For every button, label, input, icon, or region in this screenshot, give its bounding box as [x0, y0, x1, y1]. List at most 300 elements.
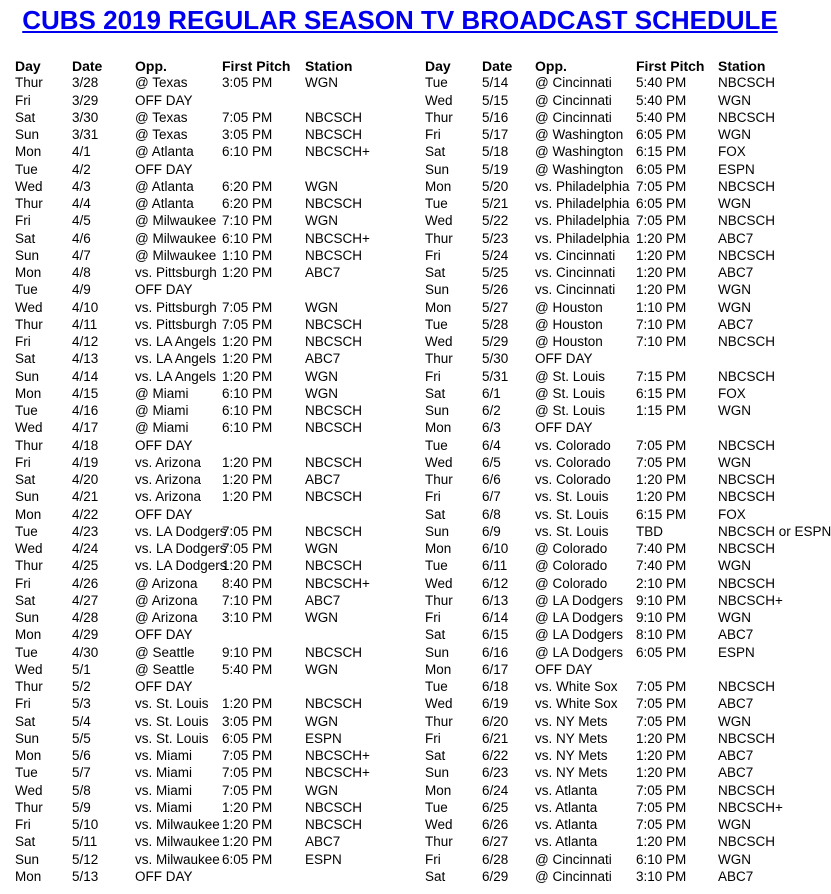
cell-date: 5/12	[72, 851, 99, 867]
cell-opp: @ Milwaukee	[135, 213, 217, 229]
cell-day: Wed	[15, 541, 43, 557]
cell-date: 5/29	[482, 334, 509, 350]
cell-day: Sun	[425, 644, 450, 660]
cell-opp: @ Arizona	[135, 610, 198, 626]
cell-date: 4/13	[72, 351, 99, 367]
cell-pitch: 3:10 PM	[222, 610, 273, 626]
cell-day: Wed	[15, 299, 43, 315]
cell-station: FOX	[718, 385, 746, 401]
cell-day: Wed	[15, 178, 43, 194]
cell-opp: @ Milwaukee	[135, 247, 217, 263]
cell-day: Tue	[425, 558, 448, 574]
cell-station: NBCSCH	[718, 109, 776, 125]
cell-pitch: 1:20 PM	[636, 489, 687, 505]
cell-day: Thur	[425, 834, 453, 850]
cell-date: 6/2	[482, 403, 501, 419]
cell-station: ABC7	[718, 316, 754, 332]
cell-date: 6/21	[482, 730, 509, 746]
cell-date: 5/20	[482, 178, 509, 194]
cell-date: 4/26	[72, 575, 99, 591]
cell-opp: vs. Milwaukee	[135, 817, 220, 833]
cell-station: WGN	[718, 851, 751, 867]
cell-pitch: 7:05 PM	[636, 817, 687, 833]
cell-day: Thur	[15, 679, 43, 695]
cell-opp: OFF DAY	[135, 627, 193, 643]
schedule-row	[15, 488, 400, 505]
cell-day: Sat	[15, 109, 36, 125]
schedule-row	[425, 540, 800, 557]
schedule-row	[15, 678, 400, 695]
schedule-row	[15, 230, 400, 247]
schedule-row	[15, 747, 400, 764]
cell-day: Mon	[425, 299, 452, 315]
cell-opp: @ Colorado	[535, 575, 608, 591]
cell-day: Tue	[425, 799, 448, 815]
cell-pitch: 1:20 PM	[222, 834, 273, 850]
schedule-row	[15, 695, 400, 712]
schedule-row	[425, 609, 800, 626]
cell-date: 5/1	[72, 661, 91, 677]
cell-pitch: 2:10 PM	[636, 575, 687, 591]
cell-pitch: 5:40 PM	[636, 109, 687, 125]
cell-pitch	[222, 437, 305, 454]
cell-station: ABC7	[718, 748, 754, 764]
cell-pitch: 7:05 PM	[222, 748, 273, 764]
cell-opp: vs. Arizona	[135, 472, 202, 488]
cell-pitch: 1:20 PM	[222, 334, 273, 350]
cell-day: Tue	[15, 282, 38, 298]
cell-station: NBCSCH	[305, 316, 363, 332]
cell-opp: vs. LA Dodgers	[135, 523, 227, 539]
cell-pitch: 1:20 PM	[222, 799, 273, 815]
cell-opp: @ Cincinnati	[535, 851, 612, 867]
cell-pitch: 1:20 PM	[636, 282, 687, 298]
cell-opp: vs. Miami	[135, 782, 192, 798]
cell-day: Sun	[15, 368, 40, 384]
schedule-row	[425, 402, 800, 419]
schedule-row	[425, 644, 800, 661]
cell-opp: @ Arizona	[135, 592, 198, 608]
schedule-row	[425, 816, 800, 833]
cell-pitch: 3:10 PM	[636, 868, 687, 884]
cell-station: ABC7	[305, 834, 341, 850]
cell-day: Mon	[425, 782, 452, 798]
cell-station	[305, 161, 400, 178]
schedule-row	[15, 506, 400, 523]
cell-date: 4/14	[72, 368, 99, 384]
schedule-row	[15, 385, 400, 402]
schedule-row	[425, 678, 800, 695]
cell-station: ABC7	[718, 627, 754, 643]
cell-pitch: 7:05 PM	[222, 541, 273, 557]
cell-date: 4/5	[72, 213, 91, 229]
cell-date: 3/28	[72, 75, 99, 91]
cell-station: NBCSCH	[718, 472, 776, 488]
schedule-page	[0, 4, 831, 894]
schedule-row	[15, 454, 400, 471]
cell-date: 4/28	[72, 610, 99, 626]
cell-opp: vs. St. Louis	[135, 730, 209, 746]
cell-opp: @ LA Dodgers	[535, 610, 624, 626]
cell-pitch: 7:05 PM	[222, 765, 273, 781]
cell-pitch: 1:10 PM	[222, 247, 273, 263]
cell-opp: vs. St. Louis	[535, 489, 609, 505]
cell-opp: vs. Atlanta	[535, 834, 598, 850]
schedule-row	[425, 92, 800, 109]
cell-day: Fri	[425, 610, 441, 626]
cell-opp: @ Cincinnati	[535, 868, 612, 884]
cell-day: Wed	[15, 782, 43, 798]
schedule-row	[15, 799, 400, 816]
cell-date: 5/24	[482, 247, 509, 263]
cell-opp: vs. Philadelphia	[535, 230, 630, 246]
cell-day: Sun	[15, 489, 40, 505]
cell-day: Wed	[15, 661, 43, 677]
cell-station: ABC7	[305, 472, 341, 488]
schedule-row	[15, 557, 400, 574]
cell-station: NBCSCH	[718, 679, 776, 695]
cell-pitch: 1:20 PM	[222, 265, 273, 281]
cell-opp: vs. LA Dodgers	[135, 558, 227, 574]
cell-pitch	[636, 350, 718, 367]
cell-date: 4/17	[72, 420, 99, 436]
cell-pitch: 6:05 PM	[222, 730, 273, 746]
cell-date: 4/3	[72, 178, 91, 194]
cell-day: Thur	[15, 75, 43, 91]
cell-day: Sat	[425, 385, 446, 401]
col-header-station: Station	[718, 57, 766, 74]
cell-date: 4/21	[72, 489, 99, 505]
cell-day: Thur	[425, 351, 453, 367]
cell-station: WGN	[305, 610, 338, 626]
cell-pitch: 6:05 PM	[636, 196, 687, 212]
cell-pitch: 6:15 PM	[636, 144, 687, 160]
schedule-row	[425, 385, 800, 402]
cell-station: NBCSCH	[718, 75, 776, 91]
schedule-row	[15, 523, 400, 540]
schedule-row	[425, 730, 800, 747]
table-header	[425, 57, 800, 74]
cell-opp: @ Texas	[135, 109, 188, 125]
cell-pitch: 1:20 PM	[222, 558, 273, 574]
cell-pitch	[636, 661, 718, 678]
cell-opp: vs. Philadelphia	[535, 213, 630, 229]
schedule-row	[15, 764, 400, 781]
cell-pitch: 1:20 PM	[636, 748, 687, 764]
cell-date: 4/30	[72, 644, 99, 660]
cell-day: Wed	[425, 817, 453, 833]
cell-opp: @ Washington	[535, 127, 624, 143]
cell-station: ABC7	[305, 265, 341, 281]
schedule-row	[425, 247, 800, 264]
cell-day: Mon	[425, 541, 452, 557]
cell-day: Mon	[15, 748, 42, 764]
cell-opp: @ Atlanta	[135, 178, 194, 194]
cell-station: WGN	[305, 213, 338, 229]
cell-opp: OFF DAY	[135, 506, 193, 522]
cell-opp: vs. Arizona	[135, 489, 202, 505]
cell-date: 5/26	[482, 282, 509, 298]
cell-opp: vs. Pittsburgh	[135, 299, 217, 315]
cell-day: Sat	[425, 144, 446, 160]
cell-opp: OFF DAY	[535, 351, 593, 367]
cell-station: NBCSCH+	[718, 592, 783, 608]
cell-day: Thur	[425, 592, 453, 608]
cell-date: 6/13	[482, 592, 509, 608]
schedule-row	[15, 661, 400, 678]
schedule-row	[425, 506, 800, 523]
cell-station: ESPN	[305, 851, 342, 867]
schedule-tables-container	[0, 57, 831, 885]
cell-day: Mon	[15, 868, 42, 884]
cell-opp: @ Miami	[135, 403, 189, 419]
cell-date: 6/26	[482, 817, 509, 833]
cell-pitch: 7:05 PM	[636, 799, 687, 815]
cell-date: 5/5	[72, 730, 91, 746]
schedule-row	[15, 281, 400, 298]
schedule-row	[15, 816, 400, 833]
cell-day: Sun	[425, 403, 450, 419]
cell-day: Wed	[425, 334, 453, 350]
cell-opp: @ LA Dodgers	[535, 627, 624, 643]
schedule-row	[425, 178, 800, 195]
cell-day: Wed	[425, 92, 453, 108]
cell-pitch: 7:05 PM	[222, 109, 273, 125]
cell-day: Mon	[15, 627, 42, 643]
cell-station: FOX	[718, 144, 746, 160]
cell-opp: OFF DAY	[535, 661, 593, 677]
cell-station: WGN	[305, 299, 338, 315]
cell-date: 4/11	[72, 316, 98, 332]
cell-day: Thur	[15, 799, 43, 815]
cell-station: WGN	[305, 385, 338, 401]
cell-day: Sun	[425, 765, 450, 781]
cell-station: WGN	[718, 558, 751, 574]
schedule-row	[15, 833, 400, 850]
cell-station: NBCSCH	[305, 403, 363, 419]
cell-pitch: 1:20 PM	[222, 368, 273, 384]
cell-date: 5/14	[482, 75, 509, 91]
col-header-opp: Opp.	[535, 57, 567, 74]
cell-date: 6/7	[482, 489, 501, 505]
schedule-row	[425, 851, 800, 868]
schedule-row	[15, 626, 400, 643]
cell-day: Fri	[15, 334, 31, 350]
cell-station: WGN	[718, 817, 751, 833]
cell-day: Fri	[425, 368, 441, 384]
cell-station: WGN	[718, 610, 751, 626]
cell-station: ABC7	[305, 592, 341, 608]
schedule-row	[425, 281, 800, 298]
schedule-row	[15, 437, 400, 454]
cell-pitch: 6:15 PM	[636, 385, 687, 401]
cell-date: 6/17	[482, 661, 509, 677]
cell-pitch	[222, 506, 305, 523]
cell-opp: @ Washington	[535, 144, 624, 160]
cell-day: Sat	[15, 351, 36, 367]
cell-pitch: 6:10 PM	[222, 230, 273, 246]
schedule-row	[15, 402, 400, 419]
cell-opp: @ Miami	[135, 385, 189, 401]
schedule-row	[15, 350, 400, 367]
cell-date: 5/16	[482, 109, 509, 125]
cell-station: FOX	[718, 506, 746, 522]
cell-day: Mon	[425, 420, 452, 436]
cell-date: 4/1	[72, 144, 91, 160]
cell-opp: vs. Colorado	[535, 437, 611, 453]
cell-date: 3/29	[72, 92, 99, 108]
cell-pitch: 6:05 PM	[222, 851, 273, 867]
cell-pitch: 7:40 PM	[636, 558, 687, 574]
cell-day: Sun	[15, 247, 40, 263]
cell-day: Tue	[15, 644, 38, 660]
cell-station: WGN	[718, 713, 751, 729]
cell-station: NBCSCH+	[305, 765, 370, 781]
cell-station: NBCSCH	[305, 817, 363, 833]
cell-pitch: 7:05 PM	[636, 454, 687, 470]
cell-day: Fri	[15, 696, 31, 712]
cell-day: Sun	[15, 851, 40, 867]
schedule-row	[425, 454, 800, 471]
cell-date: 4/25	[72, 558, 99, 574]
cell-date: 5/8	[72, 782, 91, 798]
schedule-table-march-may	[15, 57, 400, 885]
cell-opp: @ Houston	[535, 316, 603, 332]
page-title[interactable]: CUBS 2019 REGULAR SEASON TV BROADCAST SCHEDULE	[22, 5, 778, 35]
cell-pitch: 6:20 PM	[222, 178, 273, 194]
schedule-row	[15, 143, 400, 160]
cell-station: ABC7	[718, 765, 754, 781]
cell-day: Tue	[425, 679, 448, 695]
cell-pitch: 7:05 PM	[636, 679, 687, 695]
cell-date: 5/19	[482, 161, 509, 177]
cell-pitch: 5:40 PM	[222, 661, 273, 677]
cell-day: Fri	[15, 575, 31, 591]
cell-pitch: 1:20 PM	[636, 765, 687, 781]
table-body-right	[425, 74, 831, 885]
cell-day: Sun	[15, 127, 40, 143]
schedule-row	[425, 109, 800, 126]
cell-date: 4/8	[72, 265, 91, 281]
schedule-row	[15, 212, 400, 229]
cell-station: WGN	[305, 178, 338, 194]
cell-pitch: 1:20 PM	[222, 817, 273, 833]
cell-opp: vs. NY Mets	[535, 713, 608, 729]
cell-opp: @ Miami	[135, 420, 189, 436]
cell-opp: OFF DAY	[135, 92, 193, 108]
cell-day: Sun	[425, 523, 450, 539]
cell-station: ESPN	[718, 644, 755, 660]
cell-day: Sat	[425, 868, 446, 884]
cell-day: Mon	[425, 661, 452, 677]
cell-date: 4/9	[72, 282, 91, 298]
cell-pitch: 7:05 PM	[222, 299, 273, 315]
cell-station: WGN	[305, 75, 338, 91]
cell-opp: @ Houston	[535, 299, 603, 315]
cell-day: Tue	[15, 523, 38, 539]
schedule-row	[425, 437, 800, 454]
cell-station: NBCSCH	[305, 558, 363, 574]
cell-opp: vs. Pittsburgh	[135, 316, 217, 332]
schedule-row	[425, 350, 800, 367]
cell-station: NBCSCH	[305, 127, 363, 143]
cell-day: Thur	[15, 316, 43, 332]
cell-station: NBCSCH+	[305, 230, 370, 246]
cell-opp: @ Atlanta	[135, 196, 194, 212]
cell-station: WGN	[718, 92, 751, 108]
cell-opp: vs. NY Mets	[535, 748, 608, 764]
cell-day: Tue	[15, 765, 38, 781]
cell-station: WGN	[305, 713, 338, 729]
cell-pitch: 3:05 PM	[222, 127, 273, 143]
col-header-day: Day	[15, 57, 41, 74]
cell-pitch: 1:15 PM	[636, 403, 687, 419]
cell-pitch: 7:05 PM	[636, 213, 687, 229]
cell-station: NBCSCH	[718, 213, 776, 229]
cell-day: Sat	[15, 713, 36, 729]
schedule-row	[425, 713, 800, 730]
cell-station: ABC7	[718, 265, 754, 281]
schedule-row	[15, 730, 400, 747]
schedule-row	[425, 764, 800, 781]
cell-station: ESPN	[305, 730, 342, 746]
cell-pitch: 8:40 PM	[222, 575, 273, 591]
schedule-row	[425, 230, 800, 247]
cell-pitch: 7:05 PM	[222, 782, 273, 798]
cell-station	[305, 437, 400, 454]
col-header-date: Date	[72, 57, 103, 74]
cell-pitch: 7:10 PM	[222, 592, 273, 608]
cell-station: NBCSCH	[305, 799, 363, 815]
cell-day: Tue	[425, 75, 448, 91]
cell-station: WGN	[718, 196, 751, 212]
cell-day: Tue	[15, 403, 38, 419]
cell-day: Sat	[425, 265, 446, 281]
cell-day: Mon	[15, 144, 42, 160]
cell-pitch: 1:20 PM	[222, 472, 273, 488]
schedule-row	[425, 212, 800, 229]
cell-pitch: 1:20 PM	[636, 834, 687, 850]
cell-date: 5/6	[72, 748, 91, 764]
schedule-row	[15, 92, 400, 109]
cell-day: Thur	[425, 109, 453, 125]
cell-date: 6/16	[482, 644, 509, 660]
cell-station: NBCSCH	[305, 644, 363, 660]
cell-day: Tue	[425, 196, 448, 212]
col-header-station: Station	[305, 57, 353, 74]
schedule-row	[15, 247, 400, 264]
schedule-row	[425, 126, 800, 143]
cell-opp: @ Seattle	[135, 644, 195, 660]
cell-station: WGN	[718, 127, 751, 143]
cell-date: 5/7	[72, 765, 91, 781]
cell-date: 4/27	[72, 592, 99, 608]
cell-day: Sat	[425, 748, 446, 764]
cell-opp: OFF DAY	[135, 161, 193, 177]
cell-opp: vs. LA Angels	[135, 334, 217, 350]
cell-opp: vs. Miami	[135, 765, 192, 781]
cell-date: 3/30	[72, 109, 99, 125]
cell-date: 4/6	[72, 230, 91, 246]
cell-date: 4/22	[72, 506, 99, 522]
cell-opp: OFF DAY	[135, 679, 193, 695]
cell-opp: vs. St. Louis	[135, 696, 209, 712]
cell-opp: vs. White Sox	[535, 696, 618, 712]
cell-date: 5/23	[482, 230, 509, 246]
schedule-row	[15, 316, 400, 333]
cell-opp: @ St. Louis	[535, 368, 605, 384]
col-header-opp: Opp.	[135, 57, 167, 74]
